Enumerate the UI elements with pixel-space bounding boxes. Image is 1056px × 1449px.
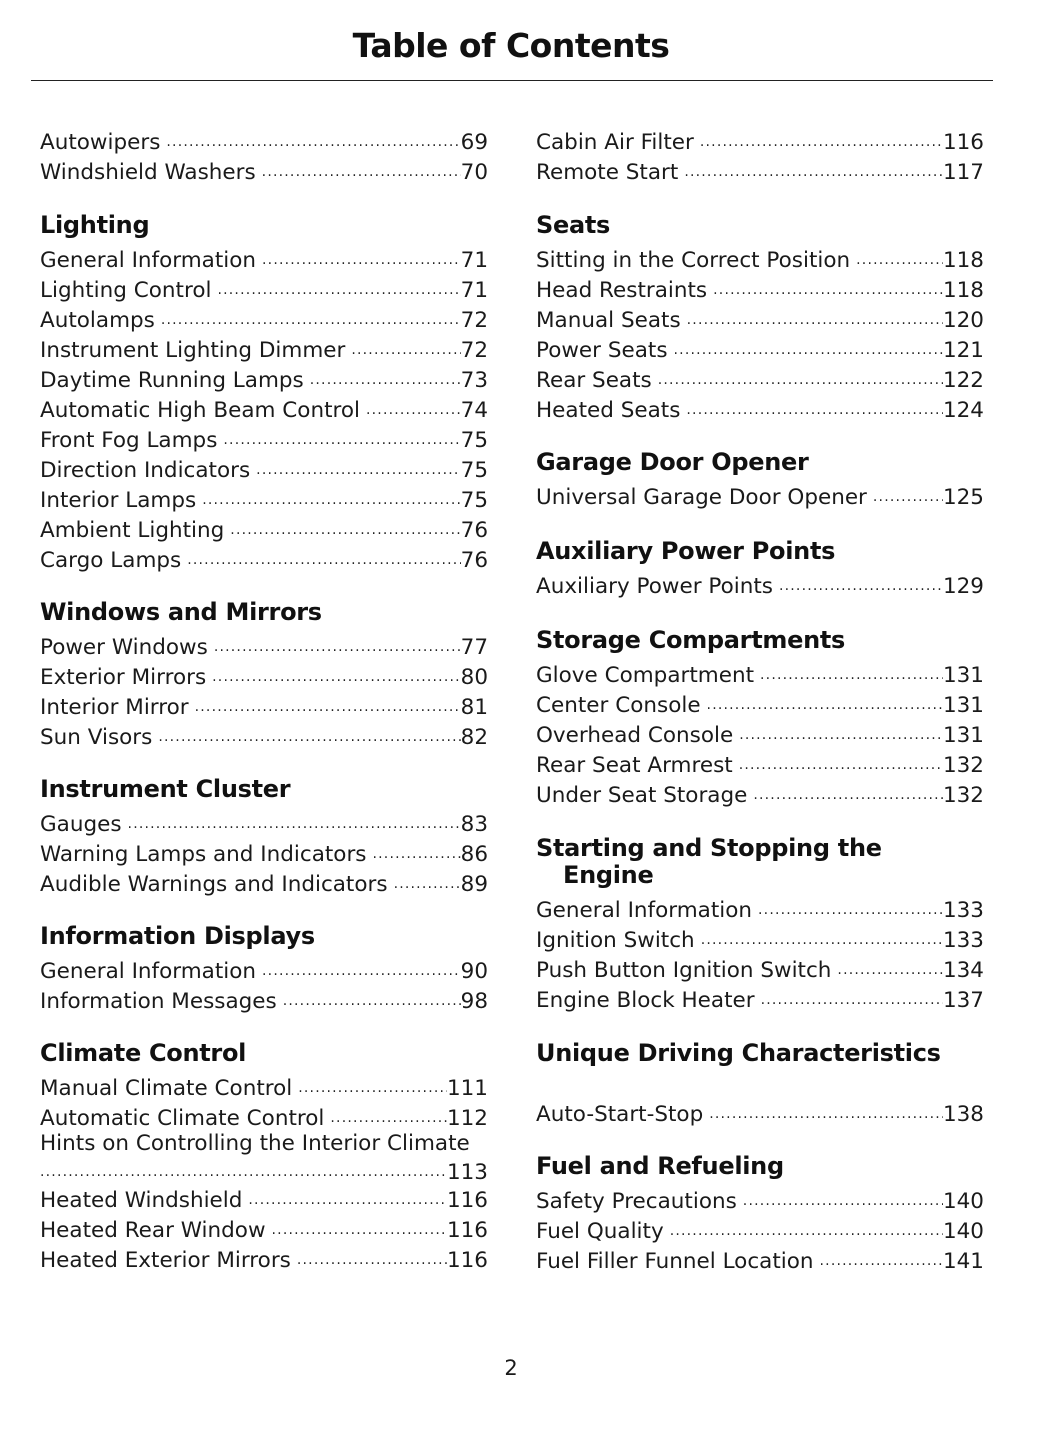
toc-entry[interactable] [40, 513, 488, 543]
entry-label: Cabin Air Filter [536, 130, 694, 155]
dot-leader [256, 453, 460, 477]
entry-page: 75 [460, 428, 488, 453]
dot-leader [310, 363, 461, 387]
toc-entry[interactable] [40, 243, 488, 273]
toc-entry[interactable] [536, 569, 984, 599]
toc-right-column [536, 125, 984, 1274]
entry-label: General Information [40, 248, 257, 273]
entry-label: Heated Seats [536, 398, 681, 423]
toc-entry[interactable] [40, 125, 488, 155]
section-title-garage-door-opener[interactable]: Garage Door Opener [536, 448, 809, 476]
dot-leader [262, 954, 461, 978]
entry-page: 125 [942, 485, 984, 510]
entry-page: 118 [942, 248, 984, 273]
toc-entry[interactable] [536, 155, 984, 185]
entry-page: 77 [460, 635, 488, 660]
entry-label: Overhead Console [536, 723, 734, 748]
entry-label: Fuel Filler Funnel Location [536, 1249, 814, 1274]
entry-label: Rear Seats [536, 368, 652, 393]
entry-label: Front Fog Lamps [40, 428, 218, 453]
entry-page: 140 [942, 1219, 984, 1244]
entry-label: Heated Windshield [40, 1188, 243, 1213]
dot-leader [262, 243, 461, 267]
dot-leader [212, 660, 460, 684]
section-title-information-displays[interactable]: Information Displays [40, 922, 315, 950]
toc-entry[interactable] [536, 658, 984, 688]
entry-label: Windshield Washers [40, 160, 256, 185]
section-title-unique-driving-characteristics[interactable]: Unique Driving Characteristics [536, 1039, 941, 1067]
entry-label: Power Seats [536, 338, 668, 363]
dot-leader [158, 720, 460, 744]
section-title-seats[interactable]: Seats [536, 211, 611, 239]
section-title-windows-and-mirrors[interactable]: Windows and Mirrors [40, 598, 322, 626]
dot-leader [739, 718, 943, 742]
section-title-instrument-cluster[interactable]: Instrument Cluster [40, 775, 291, 803]
dot-leader [873, 480, 943, 504]
entry-page: 76 [460, 518, 488, 543]
entry-label: Remote Start [536, 160, 679, 185]
dot-leader [760, 658, 943, 682]
toc-entry[interactable] [40, 273, 488, 303]
entry-page: 83 [460, 812, 488, 837]
toc-entry[interactable] [40, 1183, 488, 1213]
dot-leader [758, 893, 943, 917]
entry-label: Interior Mirror [40, 695, 189, 720]
entry-label: Heated Exterior Mirrors [40, 1248, 291, 1273]
section-title-line: Engine [563, 861, 654, 889]
entry-label: Instrument Lighting Dimmer [40, 338, 346, 363]
dot-leader [373, 837, 461, 861]
entry-page: 134 [942, 958, 984, 983]
entry-page: 113 [446, 1160, 488, 1185]
section-title-starting-and-stopping-the-engine[interactable] [536, 835, 984, 889]
entry-page: 81 [460, 695, 488, 720]
entry-label: Autolamps [40, 308, 155, 333]
toc-entry[interactable] [40, 303, 488, 333]
entry-label: Ambient Lighting [40, 518, 225, 543]
dot-leader [743, 1184, 943, 1208]
toc-entry[interactable] [536, 303, 984, 333]
toc-entry[interactable] [536, 778, 984, 808]
toc-entry[interactable] [40, 954, 488, 984]
entry-page: 116 [942, 130, 984, 155]
entry-page: 132 [942, 753, 984, 778]
toc-entry[interactable] [40, 155, 488, 185]
toc-entry[interactable] [40, 1071, 488, 1101]
dot-leader [856, 243, 943, 267]
toc-entry[interactable] [536, 1214, 984, 1244]
toc-entry[interactable] [40, 630, 488, 660]
entry-label: General Information [536, 898, 753, 923]
dot-leader [670, 1214, 943, 1238]
entry-page: 89 [460, 872, 488, 897]
dot-leader [739, 748, 943, 772]
toc-entry[interactable] [536, 333, 984, 363]
entry-label: Auto-Start-Stop [536, 1102, 704, 1127]
section-title-lighting[interactable]: Lighting [40, 211, 150, 239]
dot-leader [262, 155, 461, 179]
toc-entry[interactable] [40, 543, 488, 573]
entry-page: 116 [446, 1248, 488, 1273]
toc-left-column [40, 125, 488, 1273]
dot-leader [779, 569, 943, 593]
entry-label: Rear Seat Armrest [536, 753, 733, 778]
toc-entry[interactable] [40, 867, 488, 897]
entry-page: 80 [460, 665, 488, 690]
entry-page: 131 [942, 723, 984, 748]
toc-entry[interactable] [40, 1213, 488, 1243]
dot-leader [684, 155, 943, 179]
entry-page: 129 [942, 574, 984, 599]
entry-page: 116 [446, 1188, 488, 1213]
entry-page: 137 [942, 988, 984, 1013]
page-number: 2 [504, 1356, 518, 1380]
entry-label: Under Seat Storage [536, 783, 748, 808]
dot-leader [366, 393, 461, 417]
dot-leader [837, 953, 943, 977]
dot-leader [195, 690, 461, 714]
title-divider [31, 80, 993, 81]
entry-label: Safety Precautions [536, 1189, 737, 1214]
entry-label: Sitting in the Correct Position [536, 248, 851, 273]
dot-leader [394, 867, 461, 891]
entry-page: 116 [446, 1218, 488, 1243]
toc-entry[interactable] [536, 125, 984, 155]
toc-entry[interactable] [536, 363, 984, 393]
entry-label: Fuel Quality [536, 1219, 664, 1244]
toc-entry[interactable] [40, 1101, 488, 1131]
entry-label: Power Windows [40, 635, 208, 660]
toc-entry[interactable] [40, 807, 488, 837]
entry-page: 75 [460, 488, 488, 513]
entry-page: 133 [942, 928, 984, 953]
dot-leader [713, 273, 943, 297]
entry-label: Autowipers [40, 130, 161, 155]
toc-entry[interactable] [536, 1097, 984, 1127]
toc-entry[interactable] [536, 1184, 984, 1214]
entry-page: 82 [460, 725, 488, 750]
dot-leader [761, 983, 943, 1007]
entry-label: Information Messages [40, 989, 277, 1014]
entry-label: General Information [40, 959, 257, 984]
dot-leader [161, 303, 461, 327]
entry-label: Sun Visors [40, 725, 153, 750]
entry-page: 98 [460, 989, 488, 1014]
dot-leader [820, 1244, 943, 1268]
entry-page: 75 [460, 458, 488, 483]
entry-page: 69 [460, 130, 488, 155]
dot-leader [297, 1243, 447, 1267]
section-title-auxiliary-power-points[interactable]: Auxiliary Power Points [536, 537, 836, 565]
entry-page: 117 [942, 160, 984, 185]
dot-leader [298, 1071, 447, 1095]
entry-page: 86 [460, 842, 488, 867]
entry-page: 71 [460, 248, 488, 273]
dot-leader [701, 923, 943, 947]
entry-page: 122 [942, 368, 984, 393]
entry-page: 71 [460, 278, 488, 303]
dot-leader [166, 125, 460, 149]
toc-entry[interactable] [536, 688, 984, 718]
entry-page: 131 [942, 663, 984, 688]
entry-page: 90 [460, 959, 488, 984]
toc-entry[interactable] [536, 273, 984, 303]
dot-leader [674, 333, 943, 357]
entry-page: 131 [942, 693, 984, 718]
toc-entry[interactable] [536, 243, 984, 273]
entry-label: Push Button Ignition Switch [536, 958, 832, 983]
toc-entry[interactable] [40, 393, 488, 423]
toc-entry[interactable] [40, 483, 488, 513]
entry-page: 133 [942, 898, 984, 923]
entry-page: 70 [460, 160, 488, 185]
dot-leader [214, 630, 461, 654]
toc-entry-wrapped[interactable] [40, 1131, 488, 1183]
dot-leader [223, 423, 460, 447]
entry-label: Universal Garage Door Opener [536, 485, 867, 510]
toc-entry[interactable] [40, 984, 488, 1014]
entry-label: Audible Warnings and Indicators [40, 872, 388, 897]
entry-page: 74 [460, 398, 488, 423]
dot-leader [700, 125, 943, 149]
entry-page: 118 [942, 278, 984, 303]
entry-page: 138 [942, 1102, 984, 1127]
entry-label: Head Restraints [536, 278, 708, 303]
dot-leader [709, 1097, 943, 1121]
entry-page: 73 [460, 368, 488, 393]
dot-leader [658, 363, 943, 387]
entry-page: 76 [460, 548, 488, 573]
toc-entry[interactable] [40, 660, 488, 690]
entry-label: Automatic Climate Control [40, 1106, 325, 1131]
entry-label: Glove Compartment [536, 663, 755, 688]
entry-label: Exterior Mirrors [40, 665, 207, 690]
entry-label: Cargo Lamps [40, 548, 182, 573]
entry-label: Manual Climate Control [40, 1076, 293, 1101]
section-title-line: Starting and Stopping the [536, 834, 882, 862]
entry-label: Gauges [40, 812, 122, 837]
dot-leader [230, 513, 460, 537]
page-title: Table of Contents [352, 26, 670, 65]
entry-page: 111 [446, 1076, 488, 1101]
toc-entry[interactable] [40, 1243, 488, 1273]
section-title-fuel-and-refueling[interactable]: Fuel and Refueling [536, 1152, 784, 1180]
toc-entry[interactable] [536, 393, 984, 423]
entry-page: 141 [942, 1249, 984, 1274]
entry-label: Manual Seats [536, 308, 681, 333]
dot-leader [248, 1183, 447, 1207]
toc-entry[interactable] [40, 363, 488, 393]
dot-leader [687, 303, 943, 327]
toc-entry[interactable] [40, 423, 488, 453]
toc-entry[interactable] [536, 893, 984, 923]
entry-label: Heated Rear Window [40, 1218, 266, 1243]
entry-label: Center Console [536, 693, 701, 718]
section-title-climate-control[interactable]: Climate Control [40, 1039, 247, 1067]
entry-page: 132 [942, 783, 984, 808]
entry-label: Engine Block Heater [536, 988, 755, 1013]
toc-entry[interactable] [536, 480, 984, 510]
dot-leader [686, 393, 943, 417]
entry-page: 140 [942, 1189, 984, 1214]
entry-label: Direction Indicators [40, 458, 251, 483]
entry-label: Interior Lamps [40, 488, 197, 513]
section-title-storage-compartments[interactable]: Storage Compartments [536, 626, 846, 654]
toc-entry[interactable] [40, 837, 488, 867]
entry-page: 124 [942, 398, 984, 423]
entry-page: 72 [460, 338, 488, 363]
entry-page: 121 [942, 338, 984, 363]
toc-entry[interactable] [536, 983, 984, 1013]
toc-entry[interactable] [536, 718, 984, 748]
entry-page: 72 [460, 308, 488, 333]
entry-label: Hints on Controlling the Interior Climate [40, 1131, 470, 1156]
dot-leader [351, 333, 460, 357]
entry-page: 112 [446, 1106, 488, 1131]
toc-entry[interactable] [40, 720, 488, 750]
toc-entry[interactable] [40, 333, 488, 363]
entry-label: Warning Lamps and Indicators [40, 842, 367, 867]
entry-label: Automatic High Beam Control [40, 398, 360, 423]
dot-leader [272, 1213, 447, 1237]
toc-entry[interactable] [536, 923, 984, 953]
entry-label: Auxiliary Power Points [536, 574, 773, 599]
toc-entry[interactable] [40, 453, 488, 483]
dot-leader [283, 984, 461, 1008]
toc-entry[interactable] [536, 748, 984, 778]
dot-leader [128, 807, 461, 831]
entry-label: Ignition Switch [536, 928, 695, 953]
toc-entry[interactable] [536, 1244, 984, 1274]
dot-leader [187, 543, 460, 567]
dot-leader [707, 688, 943, 712]
toc-entry[interactable] [536, 953, 984, 983]
dot-leader [202, 483, 460, 507]
toc-entry[interactable] [40, 690, 488, 720]
dot-leader [217, 273, 460, 297]
entry-page: 120 [942, 308, 984, 333]
entry-label: Lighting Control [40, 278, 212, 303]
entry-label: Daytime Running Lamps [40, 368, 304, 393]
dot-leader [330, 1101, 447, 1125]
dot-leader [753, 778, 943, 802]
dot-leader [40, 1157, 447, 1179]
